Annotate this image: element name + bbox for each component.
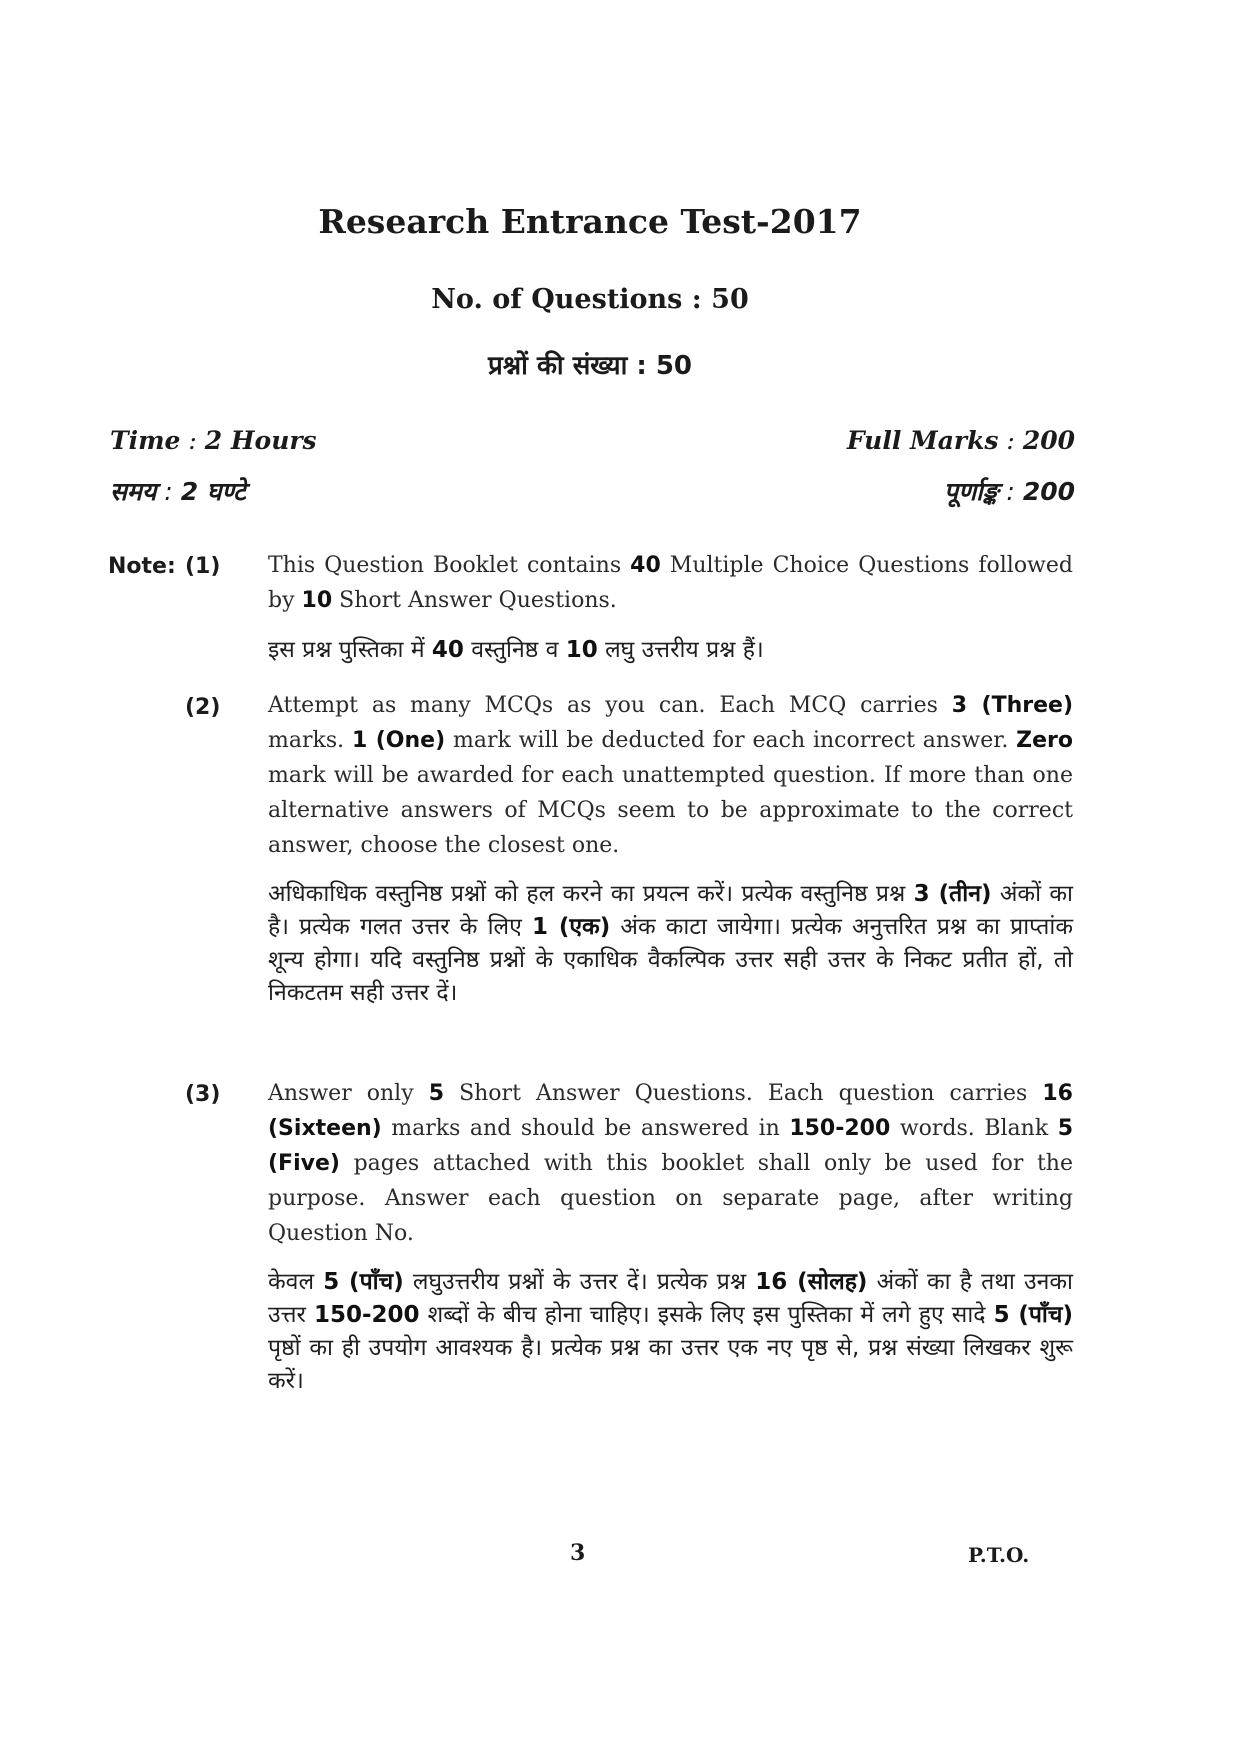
time-label-hindi: समय: [110, 477, 157, 506]
time-label: Time: [110, 426, 181, 455]
note-number: (2): [185, 695, 221, 720]
time-marks-row-hindi: [110, 474, 1075, 508]
time-hindi: समय : 2 घण्टे: [110, 477, 246, 506]
question-count-hindi: प्रश्नों की संख्या : 50: [488, 351, 692, 381]
full-marks-hindi: पूर्णाङ्क : 200: [943, 477, 1075, 506]
note-number: (1): [185, 554, 221, 579]
note-number: (3): [185, 1082, 221, 1107]
question-count-english: No. of Questions : 50: [431, 284, 749, 315]
note-2-english: Attempt as many MCQs as you can. Each MCQ carries 3 (Three) marks. 1 (One) mark will be deducted for each incorrect answer. Zero mark will be awarded for each unattempted question. If more than one alternative answers of MCQs seem to be approximate to the correct answer, choose the closest one.: [268, 693, 1074, 858]
page-title: Research Entrance Test-2017: [318, 202, 862, 241]
full-marks-label-hindi: पूर्णाङ्क: [943, 477, 999, 506]
note-label: Note:: [108, 554, 176, 579]
note-3-english: Answer only 5 Short Answer Questions. Each question carries 16 (Sixteen) marks and should be answered in 150-200 words. Blank 5 (Five) pages attached with this booklet shall only be used for the purpose. Answer each question on separate page, after writing Question No.: [268, 1081, 1073, 1246]
note-2-hindi: अधिकाधिक वस्तुनिष्ठ प्रश्नों को हल करने का प्रयत्न करें। प्रत्येक वस्तुनिष्ठ प्रश्न 3 (तीन) अंकों का है। प्रत्येक गलत उत्तर के लिए 1 (एक) अंक काटा जायेगा। प्रत्येक अनुत्तरित प्रश्न का प्राप्तांक शून्य होगा। यदि वस्तुनिष्ठ प्रश्नों के एकाधिक वैकल्पिक उत्तर सही उत्तर के निकट प्रतीत हों, तो निकटतम सही उत्तर दें।: [268, 881, 1073, 1006]
time-value-hindi: 2 घण्टे: [180, 477, 246, 506]
full-marks-english: Full Marks : 200: [846, 426, 1075, 455]
note-1-hindi: इस प्रश्न पुस्तिका में 40 वस्तुनिष्ठ व 10 लघु उत्तरीय प्रश्न हैं।: [268, 637, 764, 663]
full-marks-value-hindi: 200: [1022, 477, 1075, 506]
time-english: Time : 2 Hours: [110, 426, 317, 455]
please-turn-over: P.T.O.: [968, 1543, 1030, 1567]
time-marks-row-english: [110, 426, 1075, 455]
time-value: 2 Hours: [204, 426, 317, 455]
note-3-hindi: केवल 5 (पाँच) लघुउत्तरीय प्रश्नों के उत्तर दें। प्रत्येक प्रश्न 16 (सोलह) अंकों का है तथा उनका उत्तर 150-200 शब्दों के बीच होना चाहिए। इसके लिए इस पुस्तिका में लगे हुए सादे 5 (पाँच) पृष्ठों का ही उपयोग आवश्यक है। प्रत्येक प्रश्न का उत्तर एक नए पृष्ठ से, प्रश्न संख्या लिखकर शुरू करें।: [268, 1269, 1073, 1394]
full-marks-label: Full Marks: [846, 426, 999, 455]
note-1-english: This Question Booklet contains 40 Multiple Choice Questions followed by 10 Short Answer Questions.: [268, 553, 1073, 613]
page-number: 3: [570, 1540, 586, 1566]
full-marks-value: 200: [1022, 426, 1075, 455]
